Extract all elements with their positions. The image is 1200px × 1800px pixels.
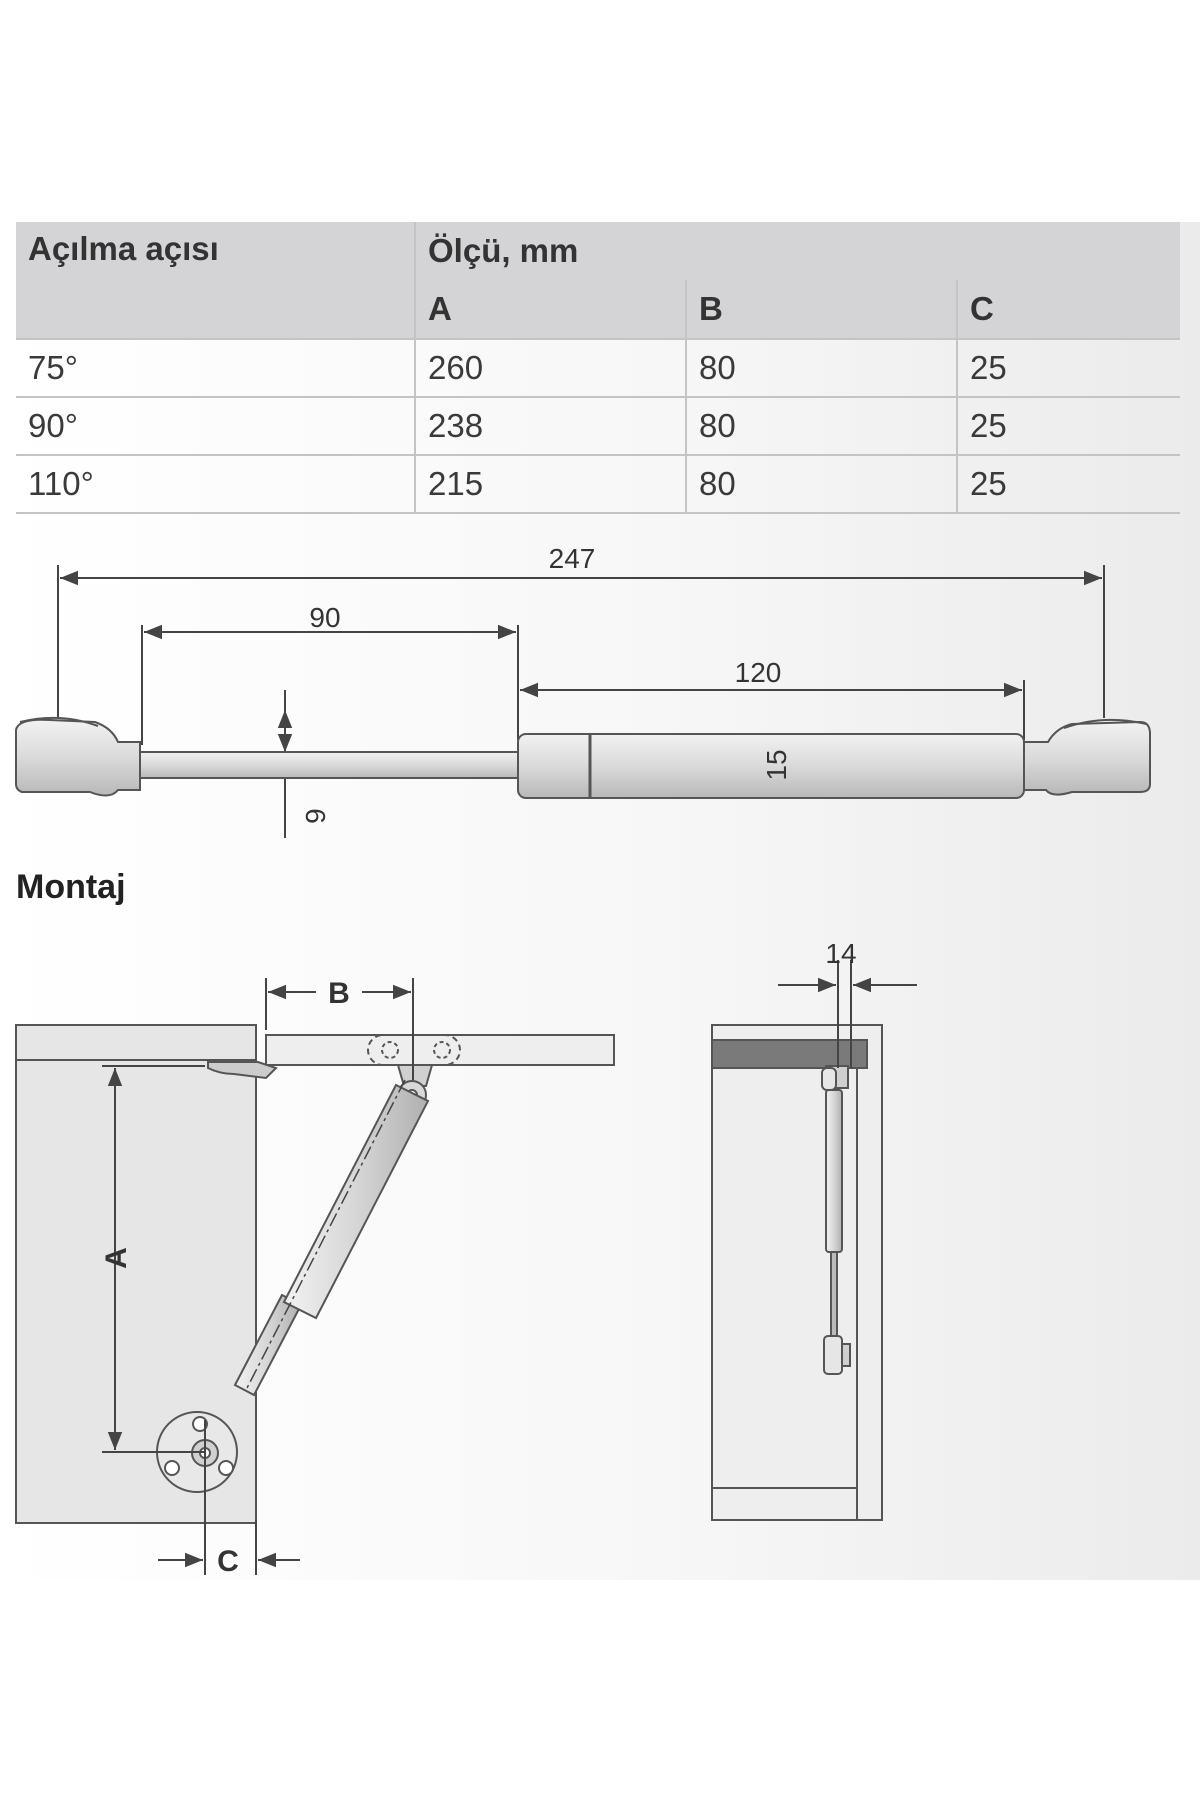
mounting-title: Montaj: [16, 868, 126, 906]
dim-cylinder-diameter-label: 15: [761, 749, 792, 781]
cell-angle: 110°: [16, 455, 415, 513]
cell-angle: 75°: [16, 339, 415, 397]
cell-b: 80: [686, 455, 957, 513]
cell-b: 80: [686, 339, 957, 397]
header-col-a: A: [415, 280, 686, 339]
dim-b-label: B: [328, 977, 350, 1010]
dim-rod-length-label: 90: [309, 602, 341, 633]
gas-spring-body: [16, 718, 1150, 798]
cell-c: 25: [957, 339, 1180, 397]
dim-overall-label: 247: [548, 543, 596, 574]
cell-a: 260: [415, 339, 686, 397]
header-col-b: B: [686, 280, 957, 339]
cell-angle: 90°: [16, 397, 415, 455]
header-col-c: C: [957, 280, 1180, 339]
cell-c: 25: [957, 455, 1180, 513]
cell-a: 238: [415, 397, 686, 455]
mounting-side-view: [712, 1025, 882, 1520]
dim-side-offset-label: 14: [825, 938, 857, 969]
dim-rod-diameter-label: 6: [300, 808, 331, 824]
cell-c: 25: [957, 397, 1180, 455]
dim-cylinder-length-label: 120: [734, 657, 782, 688]
dim-c-label: C: [217, 1545, 239, 1578]
dim-a-label: A: [100, 1247, 133, 1269]
cell-a: 215: [415, 455, 686, 513]
header-dimension-mm: Ölçü, mm: [415, 222, 1180, 280]
cell-b: 80: [686, 397, 957, 455]
header-opening-angle: Açılma açısı: [16, 222, 415, 339]
mounting-front-view: [16, 1025, 614, 1523]
